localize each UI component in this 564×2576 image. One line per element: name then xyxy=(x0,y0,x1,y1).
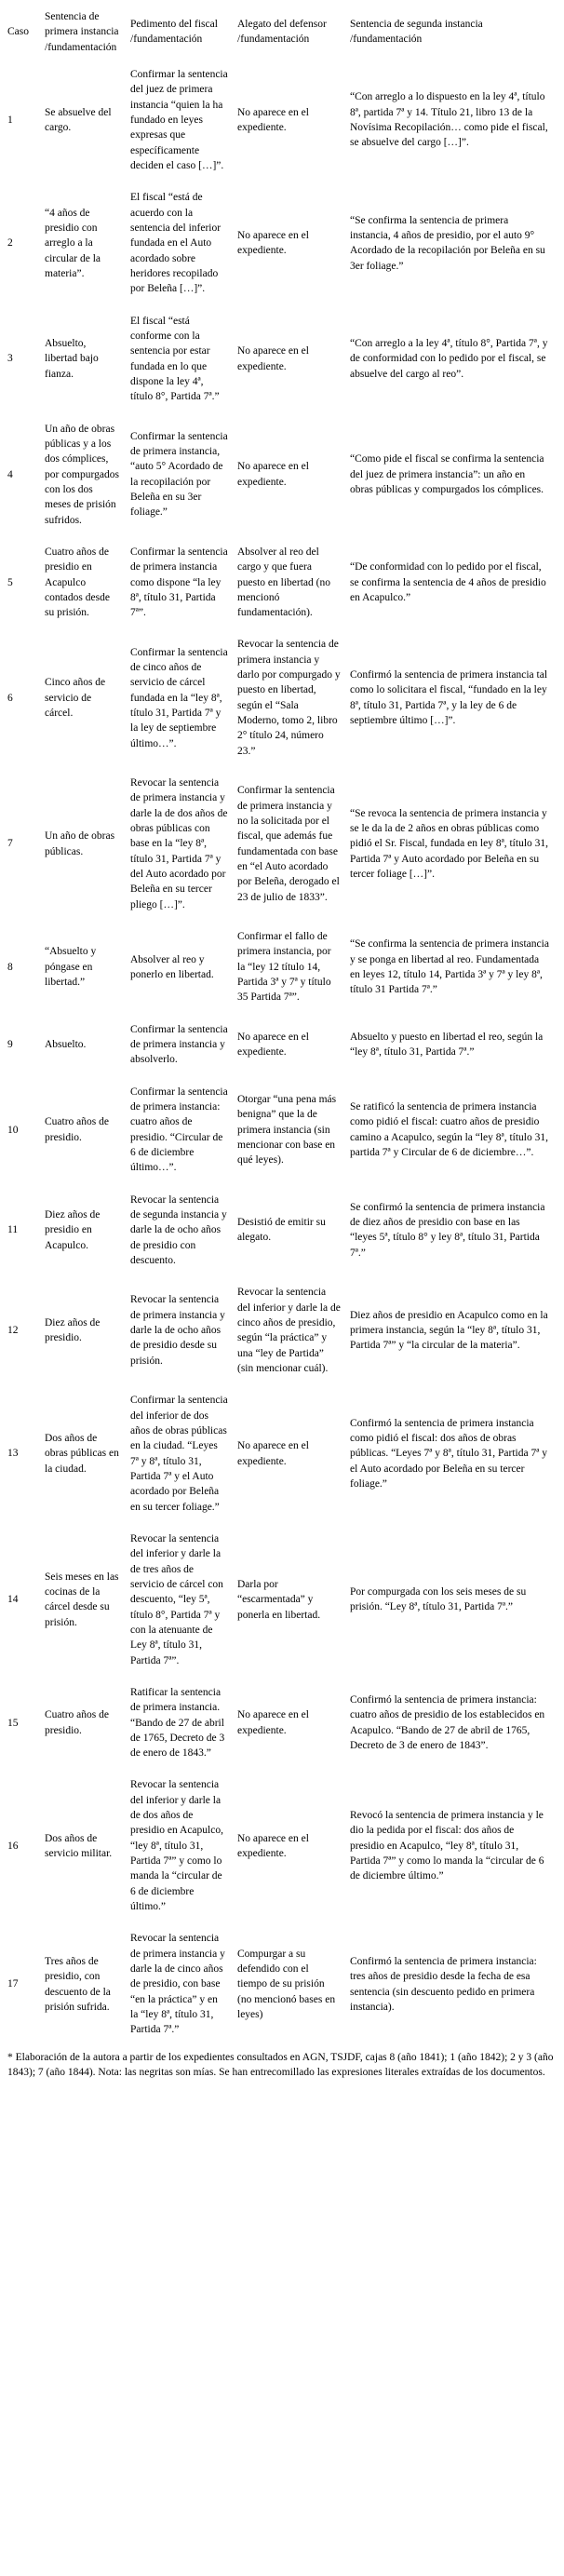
table-row xyxy=(7,1922,558,2045)
case-number-cell: 10 xyxy=(7,1124,19,1136)
alegato-defensor-cell: Revocar la sentencia del inferior y darle la de cinco años de presidio, según “la práctica” y una “ley de Partida” (sin mencionar cuál). xyxy=(237,1287,341,1374)
header-segunda-instancia: Sentencia de segunda instancia /fundamentación xyxy=(350,19,483,46)
segunda-instancia-cell: Confirmó la sentencia de primera instancia tal como lo solicitara el fiscal, “fundado en la ley 8ª, título 31, Partida 7ª, y la ley de 6 de septiembre último […]”. xyxy=(350,669,548,727)
table-footnote: * Elaboración de la autora a partir de los expedientes consultados en AGN, TSJDF, cajas 8 (año 1841); 1 (año 1842); 2 y 3 (año 1843); 7 (año 1844). Nota: las negritas son mías. Se han entrecomillado las expresiones literales extraídas de los documentos. xyxy=(7,2051,554,2079)
primera-instancia-cell: Cuatro años de presidio. xyxy=(45,1709,109,1736)
alegato-defensor-cell: Desistió de emitir su alegato. xyxy=(237,1217,326,1244)
pedimento-fiscal-cell: Confirmar la sentencia de primera instancia: cuatro años de presidio. “Circular de 6 de diciembre último…”. xyxy=(130,1086,228,1174)
case-number-cell: 2 xyxy=(7,237,13,250)
table-header xyxy=(7,6,558,59)
pedimento-fiscal-cell: El fiscal “está de acuerdo con la sentencia del inferior fundada en el Auto acordado sobre heridores recopilado por Beleña […]”. xyxy=(130,192,222,295)
pedimento-fiscal-cell: Revocar la sentencia del inferior y darle la de dos años de presidio en Acapulco, “ley 8ª, título 31, Partida 7ª” y como lo manda la “circular de 6 de diciembre último.” xyxy=(130,1779,223,1913)
table-row xyxy=(7,1276,558,1384)
pedimento-fiscal-cell: El fiscal “está conforme con la sentencia por estar fundada en lo que dispone la ley 4ª, título 8°, Partida 7ª.” xyxy=(130,315,220,403)
segunda-instancia-cell: “Con arreglo a lo dispuesto en la ley 4ª, título 8ª, partida 7ª y 14. Título 21, libro 13 de la Novísima Recopilación… como pide el fiscal, se absuelve del cargo […]”. xyxy=(350,91,548,149)
primera-instancia-cell: Absuelto, libertad bajo fianza. xyxy=(45,338,99,380)
case-number-cell: 4 xyxy=(7,468,13,480)
primera-instancia-cell: Cuatro años de presidio. xyxy=(45,1116,109,1143)
case-number-cell: 13 xyxy=(7,1448,19,1460)
segunda-instancia-cell: Diez años de presidio en Acapulco como en la primera instancia, según la “ley 8ª, título 31, Partida 7ª” y “la circular de la materia”. xyxy=(350,1309,548,1352)
pedimento-fiscal-cell: Confirmar la sentencia de cinco años de servicio de cárcel fundada en la “ley 8ª, título 31, Partida 7ª y la ley de septiembre último…”. xyxy=(130,646,228,749)
table-body xyxy=(7,59,558,2046)
segunda-instancia-cell: Confirmó la sentencia de primera instancia: tres años de presidio desde la fecha de esa sentencia (sin descuento pedido en primera instancia). xyxy=(350,1955,537,2013)
primera-instancia-cell: “Absuelto y póngase en libertad.” xyxy=(45,946,97,989)
primera-instancia-cell: Dos años de obras públicas en la ciudad. xyxy=(45,1433,119,1475)
case-number-cell: 12 xyxy=(7,1325,19,1337)
table-row xyxy=(7,413,558,536)
table-row xyxy=(7,1014,558,1076)
primera-instancia-cell: Seis meses en las cocinas de la cárcel desde su prisión. xyxy=(45,1571,119,1628)
segunda-instancia-cell: “Se revoca la sentencia de primera instancia y se le da la de 2 años en obras públicas como pidió el Sr. Fiscal, fundada en ley 8ª, título 31, Partida 7ª y Auto acordado por Beleña en su tercer foliage […]”. xyxy=(350,807,549,881)
pedimento-fiscal-cell: Confirmar la sentencia del inferior de dos años de obras públicas en la ciudad. “Leyes 7ª y 8ª, título 31, Partida 7ª y el Auto acordado por Beleña en su tercer foliage.” xyxy=(130,1395,228,1513)
alegato-defensor-cell: Darla por “escarmentada” y ponerla en libertad. xyxy=(237,1578,321,1621)
primera-instancia-cell: Dos años de servicio militar. xyxy=(45,1832,113,1859)
case-number-cell: 5 xyxy=(7,576,13,588)
pedimento-fiscal-cell: Confirmar la sentencia de primera instancia, “auto 5° Acordado de la recopilación por Beleña en su 3er foliage.” xyxy=(130,430,228,519)
case-number-cell: 16 xyxy=(7,1840,19,1852)
pedimento-fiscal-cell: Confirmar la sentencia de primera instancia como dispone “la ley 8ª, título 31, Partida 7ª”. xyxy=(130,546,228,619)
table-row xyxy=(7,1384,558,1523)
pedimento-fiscal-cell: Confirmar la sentencia del juez de primera instancia “quien la ha fundado en leyes expresas que específicamente deciden el caso […]”. xyxy=(130,68,228,171)
pedimento-fiscal-cell: Revocar la sentencia de primera instancia y darle la de dos años de obras públicas con base en la “ley 8ª, título 31, Partida 7ª y del Auto acordado por Beleña en su tercer pliego […]”. xyxy=(130,777,228,910)
pedimento-fiscal-cell: Revocar la sentencia del inferior y darle la de tres años de servicio de cárcel con descuento, “ley 5ª, título 8°, Partida 7ª y con la atenuante de Ley 8ª, título 31, Partida 7ª”. xyxy=(130,1532,223,1666)
alegato-defensor-cell: No aparece en el expediente. xyxy=(237,345,309,372)
alegato-defensor-cell: Absolver al reo del cargo y que fuera puesto en libertad (no mencionó fundamentación). xyxy=(237,546,330,619)
primera-instancia-cell: Diez años de presidio. xyxy=(45,1316,101,1344)
segunda-instancia-cell: “De conformidad con lo pedido por el fiscal, se confirma la sentencia de 4 años de presidio en Acapulco.” xyxy=(350,561,546,603)
alegato-defensor-cell: No aparece en el expediente. xyxy=(237,1832,309,1859)
primera-instancia-cell: Un año de obras públicas y a los dos cómplices, por compurgados con los dos meses de prisión sufridos. xyxy=(45,423,119,526)
table-row xyxy=(7,1076,558,1184)
table-row xyxy=(7,59,558,182)
table-row xyxy=(7,1184,558,1277)
case-number-cell: 14 xyxy=(7,1594,19,1606)
header-row xyxy=(7,6,558,59)
primera-instancia-cell: Cinco años de servicio de cárcel. xyxy=(45,677,106,719)
segunda-instancia-cell: Se ratificó la sentencia de primera instancia como pidió el fiscal: cuatro años de presidio camino a Acapulco, según la “ley 8ª, título 31, partida 7ª y Circular de 6 de diciembre…”. xyxy=(350,1101,548,1158)
pedimento-fiscal-cell: Ratificar la sentencia de primera instancia. “Bando de 27 de abril de 1765, Decreto de 3 de enero de 1843.” xyxy=(130,1686,225,1760)
cases-table xyxy=(7,6,558,2046)
primera-instancia-cell: Cuatro años de presidio en Acapulco contados desde su prisión. xyxy=(45,546,110,619)
alegato-defensor-cell: No aparece en el expediente. xyxy=(237,230,309,257)
alegato-defensor-cell: No aparece en el expediente. xyxy=(237,461,309,488)
case-number-cell: 9 xyxy=(7,1039,13,1051)
table-row xyxy=(7,182,558,304)
alegato-defensor-cell: Otorgar “una pena más benigna” que la de primera instancia (sin mencionar con base en qué leyes). xyxy=(237,1093,337,1167)
alegato-defensor-cell: Confirmar la sentencia de primera instancia y no la solicitada por el fiscal, que además fue fundamentada con base en “el Auto acordado por Beleña, derogado el 23 de julio de 1833”. xyxy=(237,785,340,903)
primera-instancia-cell: Diez años de presidio en Acapulco. xyxy=(45,1208,101,1251)
case-number-cell: 8 xyxy=(7,961,13,973)
alegato-defensor-cell: Revocar la sentencia de primera instancia y darlo por compurgado y puesto en libertad, según el “Sala Moderno, tomo 2, libro 2° título 24, número 23.” xyxy=(237,639,341,757)
segunda-instancia-cell: “Se confirma la sentencia de primera instancia, 4 años de presidio, por el auto 9° Acordado de la recopilación por Beleña en su 3er foliage.” xyxy=(350,214,545,272)
table-row xyxy=(7,921,558,1014)
segunda-instancia-cell: “Se confirma la sentencia de primera instancia y se ponga en libertad al reo. Fundamentada en leyes 12, título 14, Partida 3ª y 7ª y ley 8ª, título 31 Partida 7ª.” xyxy=(350,938,549,996)
segunda-instancia-cell: Por compurgada con los seis meses de su prisión. “Ley 8ª, título 31, Partida 7ª.” xyxy=(350,1586,527,1613)
header-caso: Caso xyxy=(7,26,29,38)
header-primera-instancia: Sentencia de primera instancia /fundamentación xyxy=(45,11,119,53)
alegato-defensor-cell: No aparece en el expediente. xyxy=(237,1709,309,1736)
table-row xyxy=(7,767,558,921)
segunda-instancia-cell: Confirmó la sentencia de primera instancia como pidió el fiscal: dos años de obras públicas. “Leyes 7ª y 8ª, título 31, Partida 7ª y el Auto acordado por Beleña en su tercer foliage.” xyxy=(350,1417,548,1490)
segunda-instancia-cell: Se confirmó la sentencia de primera instancia de diez años de presidio con base en las “leyes 5ª, título 8° y ley 8ª, título 31, Partida 7ª.” xyxy=(350,1201,545,1259)
alegato-defensor-cell: No aparece en el expediente. xyxy=(237,1031,309,1059)
primera-instancia-cell: Absuelto. xyxy=(45,1039,87,1051)
pedimento-fiscal-cell: Confirmar la sentencia de primera instancia y absolverlo. xyxy=(130,1023,228,1066)
primera-instancia-cell: Se absuelve del cargo. xyxy=(45,106,112,134)
primera-instancia-cell: “4 años de presidio con arreglo a la circular de la materia”. xyxy=(45,207,101,279)
segunda-instancia-cell: Absuelto y puesto en libertad el reo, según la “ley 8ª, título 31, Partida 7ª.” xyxy=(350,1031,544,1059)
table-row xyxy=(7,305,558,413)
alegato-defensor-cell: No aparece en el expediente. xyxy=(237,106,309,134)
segunda-instancia-cell: Revocó la sentencia de primera instancia y le dio la pedida por el fiscal: dos años de presidio en Acapulco, “ley 8ª, título 31, Partida 7ª” y como lo manda la “circular de 6 de diciembre último.” xyxy=(350,1810,544,1882)
primera-instancia-cell: Un año de obras públicas. xyxy=(45,830,115,857)
pedimento-fiscal-cell: Revocar la sentencia de primera instancia y darle la de ocho años de presidio desde su prisión. xyxy=(130,1294,225,1367)
pedimento-fiscal-cell: Absolver al reo y ponerlo en libertad. xyxy=(130,953,214,980)
case-number-cell: 11 xyxy=(7,1224,19,1236)
segunda-instancia-cell: “Con arreglo a la ley 4ª, título 8°, Partida 7ª, y de conformidad con lo pedido por el fiscal, se absuelve del cargo al reo”. xyxy=(350,338,548,380)
pedimento-fiscal-cell: Revocar la sentencia de primera instancia y darle la de cinco años de presidio, con base “en la práctica” y en la “ley 8ª, título 31, Partida 7ª.” xyxy=(130,1933,225,2036)
case-number-cell: 1 xyxy=(7,114,13,126)
case-number-cell: 7 xyxy=(7,838,13,850)
table-row xyxy=(7,1523,558,1677)
segunda-instancia-cell: Confirmó la sentencia de primera instancia: cuatro años de presidio de los establecidos en Acapulco. “Bando de 27 de abril de 1765, Decreto de 3 de enero de 1843”. xyxy=(350,1694,545,1751)
alegato-defensor-cell: Compurgar a su defendido con el tiempo de su prisión (no mencionó bases en leyes) xyxy=(237,1948,336,2021)
table-row xyxy=(7,628,558,767)
table-row xyxy=(7,536,558,629)
table-row xyxy=(7,1677,558,1770)
segunda-instancia-cell: “Como pide el fiscal se confirma la sentencia del juez de primera instancia”: un año en obras públicas y compurgados los cómplices. xyxy=(350,453,544,495)
header-pedimento-fiscal: Pedimento del fiscal /fundamentación xyxy=(130,19,218,46)
alegato-defensor-cell: No aparece en el expediente. xyxy=(237,1440,309,1467)
case-number-cell: 17 xyxy=(7,1978,19,1990)
case-number-cell: 3 xyxy=(7,353,13,365)
pedimento-fiscal-cell: Revocar la sentencia de segunda instancia y darle la de ocho años de presidio con descuento. xyxy=(130,1194,227,1266)
case-number-cell: 15 xyxy=(7,1717,19,1729)
header-alegato-defensor: Alegato del defensor /fundamentación xyxy=(237,19,327,46)
table-row xyxy=(7,1769,558,1922)
alegato-defensor-cell: Confirmar el fallo de primera instancia, por la “ley 12 título 14, Partida 3ª y 7ª y título 35 Partida 7ª”. xyxy=(237,931,331,1004)
primera-instancia-cell: Tres años de presidio, con descuento de la prisión sufrida. xyxy=(45,1955,111,2013)
case-number-cell: 6 xyxy=(7,692,13,704)
